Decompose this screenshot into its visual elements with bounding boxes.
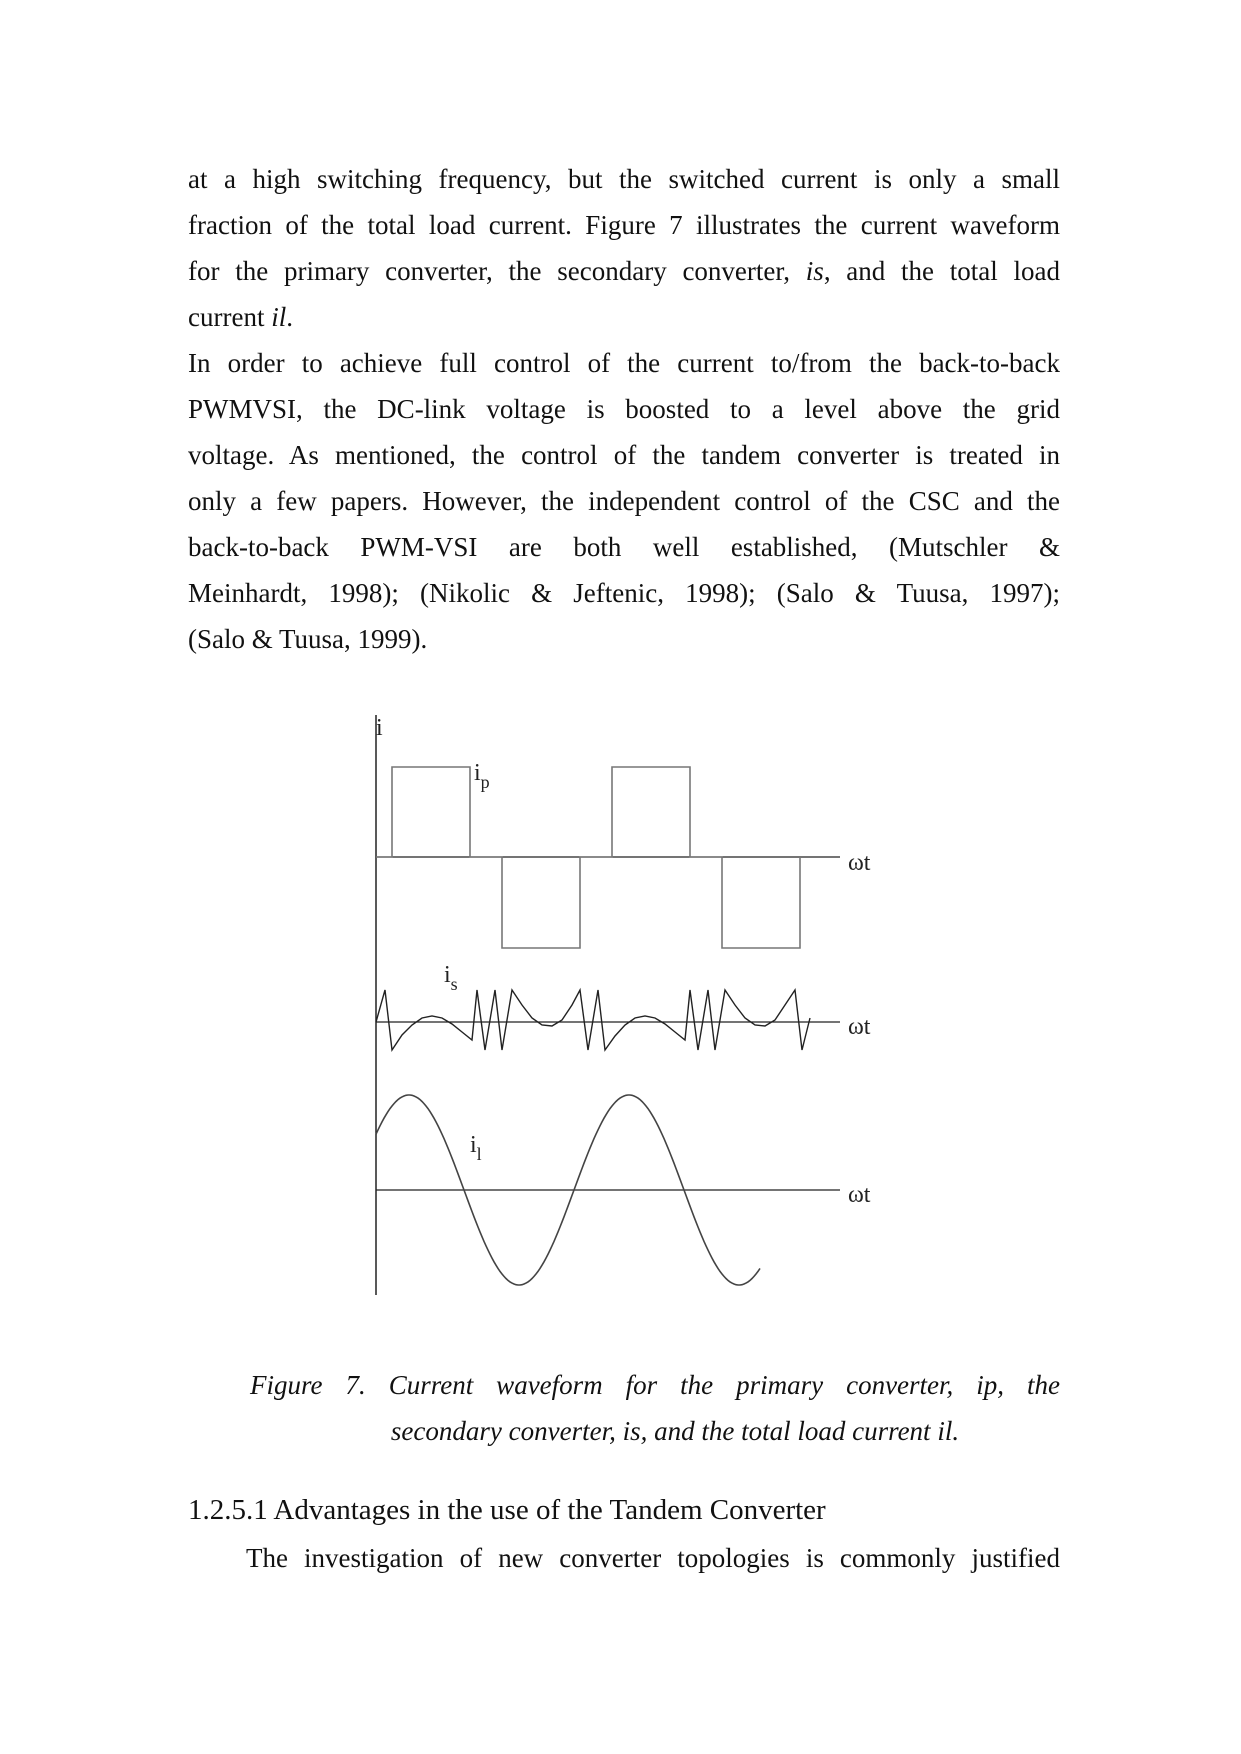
ip-label: $i_p$: [474, 760, 490, 792]
paragraph-line: [188, 294, 1060, 340]
figure-7-waveforms: [340, 700, 900, 1310]
section-first-line: The investigation of new converter topologies is commonly justified: [246, 1543, 1060, 1573]
line-text: current: [188, 302, 272, 332]
paragraph-line: (Salo & Tuusa, 1999).: [188, 624, 428, 654]
il-label: $i_l$: [470, 1132, 482, 1164]
paragraph-line: fraction of the total load current. Figure 7 illustrates the current waveform: [188, 210, 1060, 240]
line-text: , and the total load: [823, 256, 1060, 286]
figure-caption: [250, 1362, 1060, 1454]
paragraph-2: [188, 340, 1060, 662]
caption-line-2: secondary converter, is, and the total load current il.: [390, 1416, 960, 1446]
paragraph-line: PWMVSI, the DC-link voltage is boosted to a level above the grid: [188, 394, 1060, 424]
x-axis-label-2: ωt: [848, 1014, 871, 1040]
paragraph-line: In order to achieve full control of the current to/from the back-to-back: [188, 348, 1060, 378]
is-italic: is: [805, 256, 824, 286]
il-italic: il: [271, 302, 287, 332]
paragraph-line: voltage. As mentioned, the control of the tandem converter is treated in: [188, 440, 1060, 470]
paragraph-line: only a few papers. However, the independent control of the CSC and the: [188, 486, 1060, 516]
line-text: .: [286, 302, 293, 332]
paragraph-1: [188, 156, 1060, 340]
paragraph-line: Meinhardt, 1998); (Nikolic & Jeftenic, 1998); (Salo & Tuusa, 1997);: [188, 578, 1060, 608]
waveform-diagram: [340, 700, 900, 1310]
is-waveform: [376, 990, 810, 1050]
x-axis-label-1: ωt: [848, 850, 871, 876]
paragraph-line: at a high switching frequency, but the switched current is only a small: [188, 164, 1060, 194]
paragraph-line: back-to-back PWM-VSI are both well established, (Mutschler &: [188, 532, 1060, 562]
is-label: $i_s$: [444, 962, 458, 994]
section-heading: 1.2.5.1 Advantages in the use of the Tandem Converter: [188, 1494, 826, 1526]
line-text: for the primary converter, the secondary converter,: [188, 256, 806, 286]
paragraph-line: [188, 248, 1060, 294]
y-axis-label: i: [376, 715, 383, 741]
caption-line-1: Figure 7. Current waveform for the primary converter, ip, the: [250, 1370, 1060, 1400]
x-axis-label-3: ωt: [848, 1182, 871, 1208]
